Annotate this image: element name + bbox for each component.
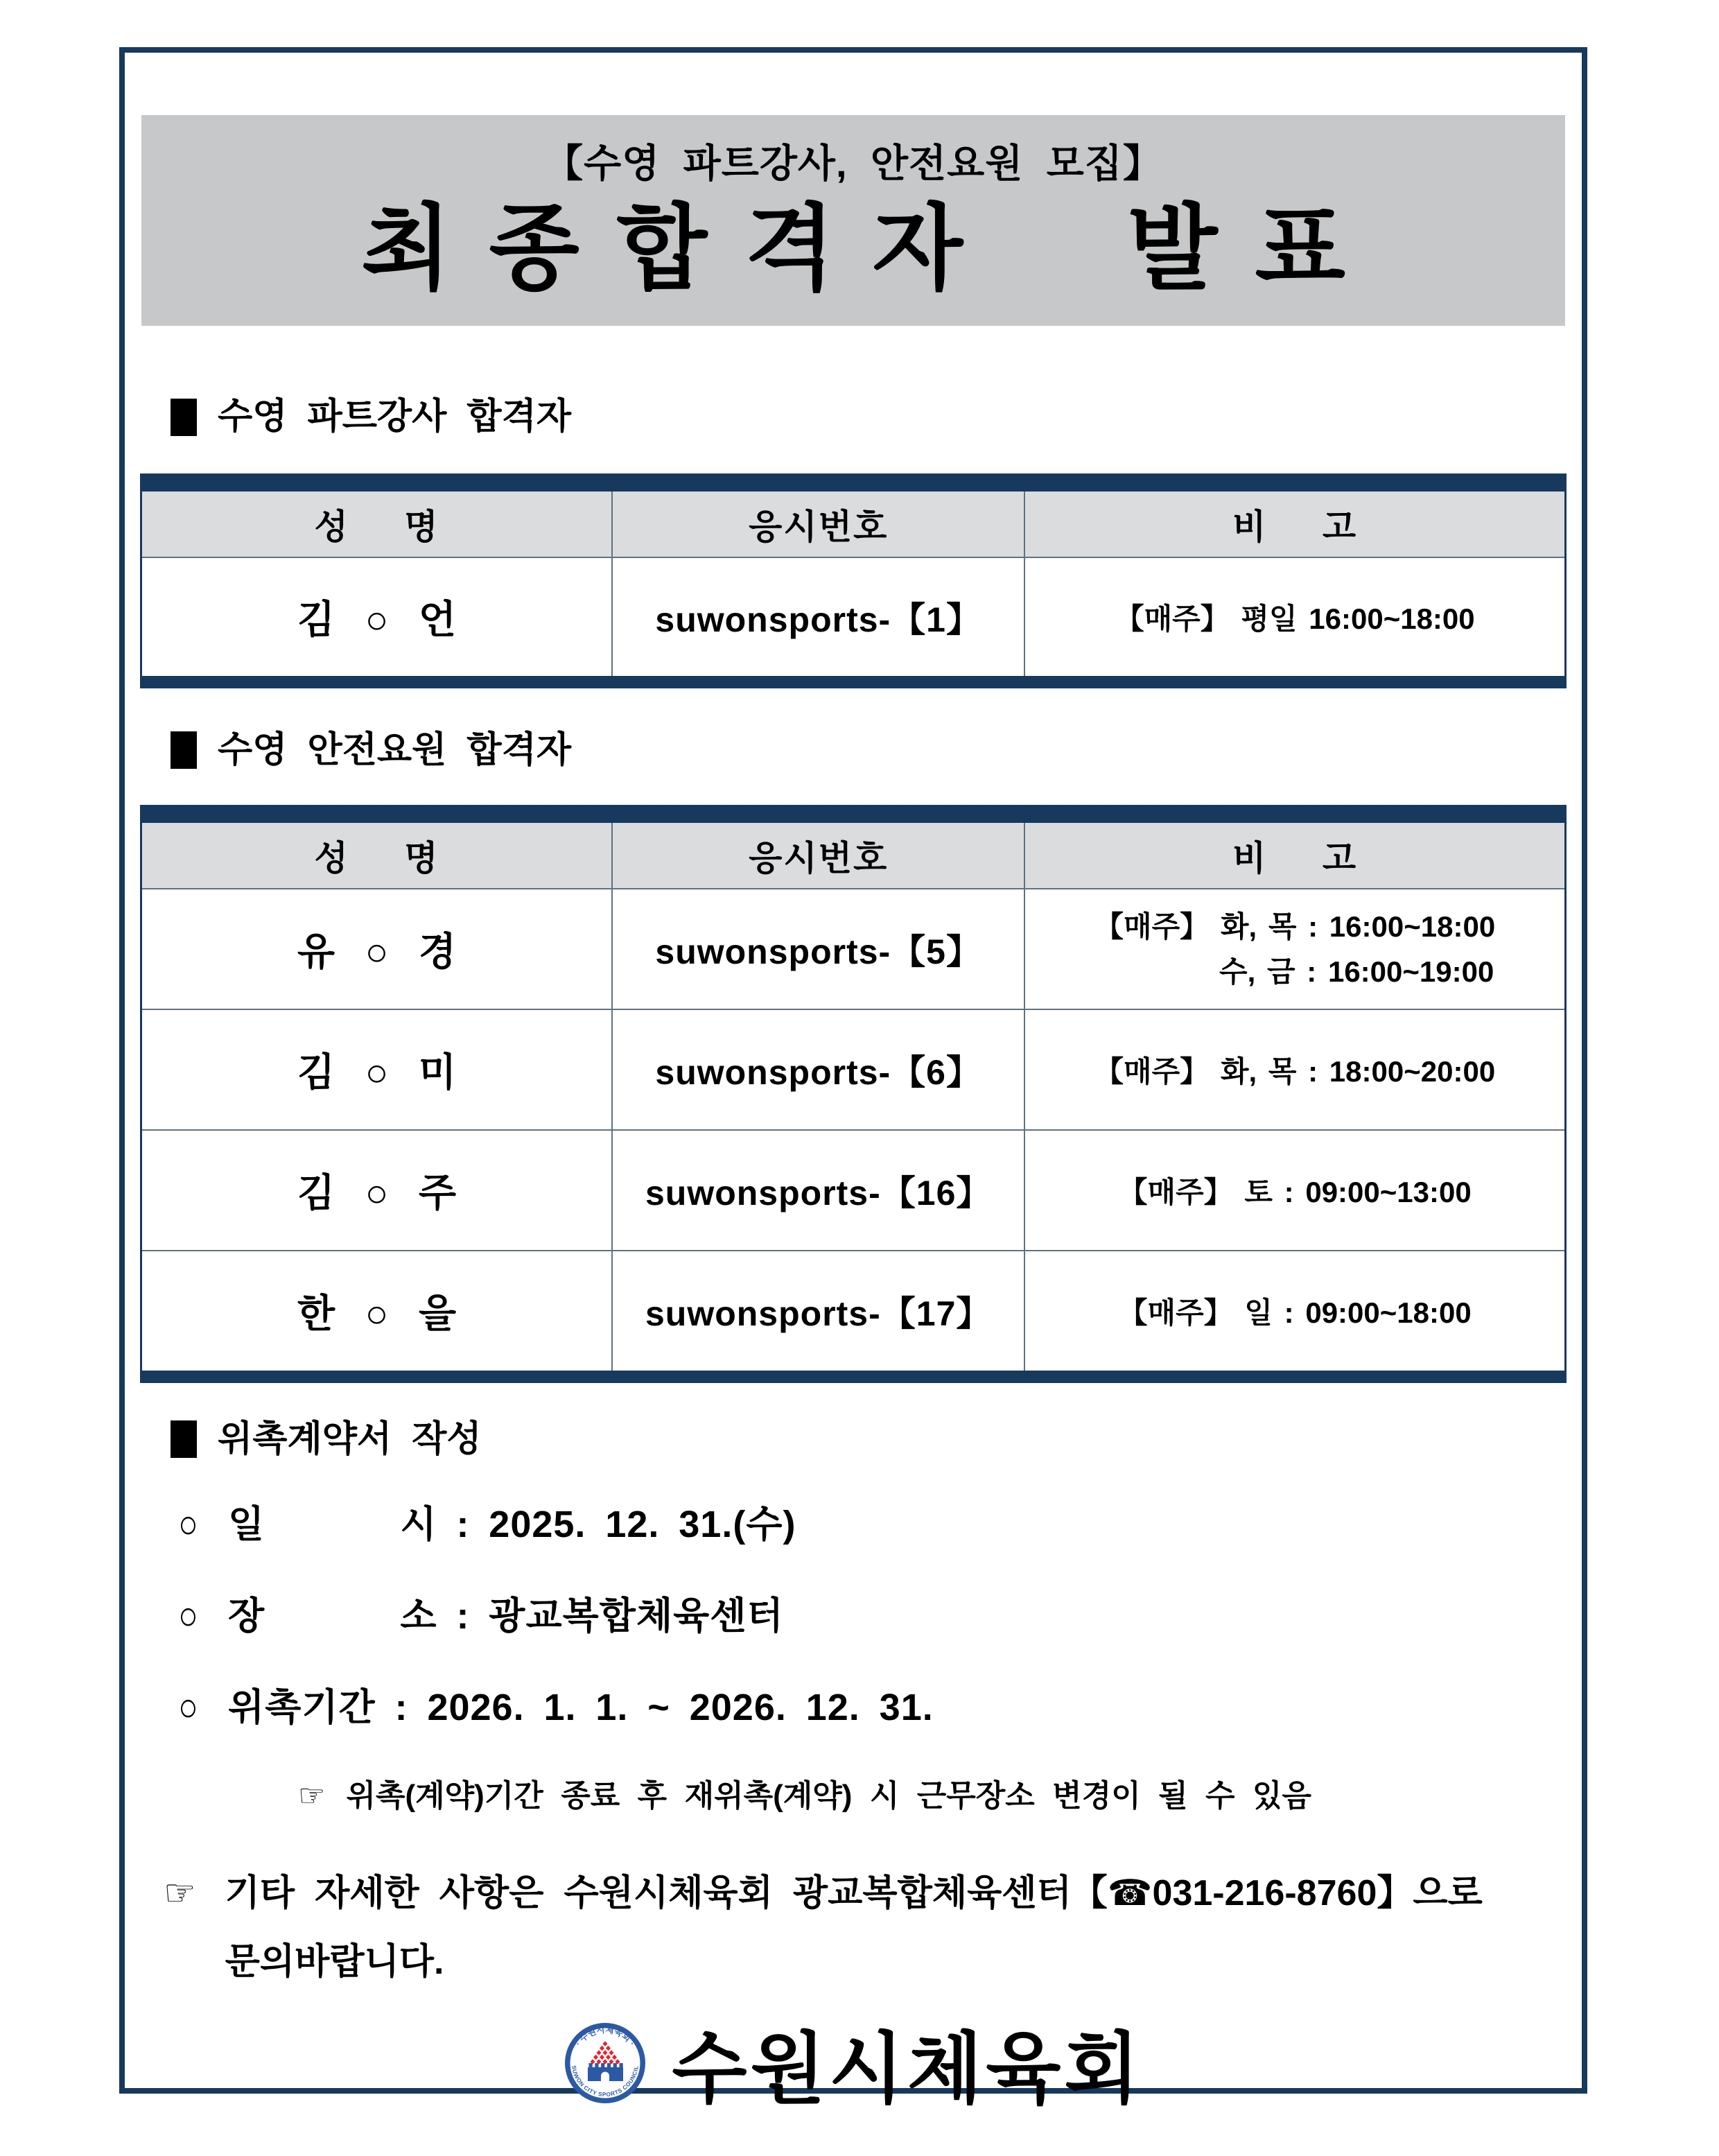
candidate-number: suwonsports-【1】 (611, 558, 1024, 676)
contract-item-datetime (176, 1500, 1582, 1549)
candidate-note: 【매주】 평일 16:00~18:00 (1024, 558, 1564, 676)
table-row (142, 1250, 1564, 1371)
contact-line-1: 기타 자세한 사항은 수원시체육회 광교복합체육센터【☎031-216-8760】으로 (225, 1872, 1483, 1913)
section-heading-part-instructor (171, 395, 1582, 438)
logo-bottom-text: SUWON CITY SPORTS COUNCIL (570, 2064, 640, 2098)
section-heading-label: 수영 안전요원 합격자 (218, 729, 572, 770)
candidate-number: suwonsports-【5】 (611, 889, 1024, 1009)
table-top-bar (142, 473, 1564, 492)
contract-item-text: 위촉기간 : 2026. 1. 1. ~ 2026. 12. 31. (228, 1686, 934, 1728)
contract-item-place (176, 1592, 1582, 1640)
section-heading-label: 수영 파트강사 합격자 (218, 397, 572, 437)
contract-note (298, 1775, 1554, 1818)
page-title: 최종합격자 발표 (361, 196, 1383, 302)
section-heading-contract (171, 1418, 1582, 1461)
part-instructor-table (140, 473, 1567, 688)
circle-bullet: ○ (178, 1592, 198, 1638)
title-banner (141, 115, 1565, 326)
contact-line-2: 문의바랍니다. (225, 1941, 444, 1982)
candidate-note (1024, 889, 1564, 1009)
column-header-note: 비 고 (1024, 823, 1564, 888)
pointing-hand-icon: ☞ (164, 1872, 196, 1913)
section-heading-safety-staff (171, 729, 1582, 772)
table-row (142, 1129, 1564, 1250)
contact-text (225, 1859, 1483, 1997)
candidate-name: 김 ○ 주 (297, 1171, 457, 1215)
org-signature (125, 2007, 1582, 2119)
candidate-name: 김 ○ 미 (297, 1050, 457, 1095)
column-header-name: 성 명 (314, 507, 439, 546)
candidate-name: 김 ○ 언 (297, 597, 457, 641)
candidate-number: suwonsports-【17】 (611, 1251, 1024, 1371)
candidate-name: 한 ○ 을 (297, 1292, 457, 1336)
candidate-name: 유 ○ 경 (297, 930, 457, 974)
contract-item-text: 일 시 : 2025. 12. 31.(수) (228, 1503, 796, 1545)
logo-top-text: · 수원시체육회 · (573, 2024, 638, 2048)
candidate-note: 【매주】 일 : 09:00~18:00 (1024, 1251, 1564, 1371)
title-subtitle: 【수영 파트강사, 안전요원 모집】 (544, 141, 1162, 185)
note-line-2: 수, 금 : 16:00~19:00 (1219, 955, 1494, 989)
table-bottom-bar (142, 1371, 1564, 1383)
contract-item-text: 장 소 : 광교복합체육센터 (228, 1594, 784, 1637)
table-top-bar (142, 805, 1564, 823)
candidate-note: 【매주】 화, 목 : 18:00~20:00 (1024, 1010, 1564, 1129)
column-header-number: 응시번호 (611, 492, 1024, 557)
table-row (142, 1009, 1564, 1129)
pointing-hand-icon: ☞ (298, 1779, 326, 1814)
column-header-note: 비 고 (1024, 492, 1564, 557)
org-logo (564, 2022, 647, 2105)
contact-info (164, 1859, 1554, 1997)
section-bullet-icon (171, 1420, 197, 1458)
table-header-row (142, 492, 1564, 557)
column-header-name: 성 명 (314, 839, 439, 878)
contract-item-period (176, 1683, 1582, 1732)
table-header-row (142, 823, 1564, 888)
org-name: 수원시체육회 (672, 2026, 1143, 2113)
candidate-number: suwonsports-【6】 (611, 1010, 1024, 1129)
section-bullet-icon (171, 399, 197, 436)
note-line-1: 【매주】 화, 목 : 16:00~18:00 (1094, 910, 1496, 944)
document-border-frame (119, 47, 1587, 2113)
section-bullet-icon (171, 731, 197, 769)
table-bottom-bar (142, 676, 1564, 688)
candidate-note: 【매주】 토 : 09:00~13:00 (1024, 1131, 1564, 1250)
circle-bullet: ○ (178, 1685, 198, 1730)
column-header-number: 응시번호 (611, 823, 1024, 888)
candidate-number: suwonsports-【16】 (611, 1131, 1024, 1250)
safety-staff-table (140, 805, 1567, 1383)
section-heading-label: 위촉계약서 작성 (218, 1419, 482, 1460)
table-row (142, 557, 1564, 676)
contract-note-text: 위촉(계약)기간 종료 후 재위촉(계약) 시 근무장소 변경이 될 수 있음 (346, 1779, 1311, 1814)
circle-bullet: ○ (178, 1501, 198, 1547)
table-row (142, 888, 1564, 1009)
